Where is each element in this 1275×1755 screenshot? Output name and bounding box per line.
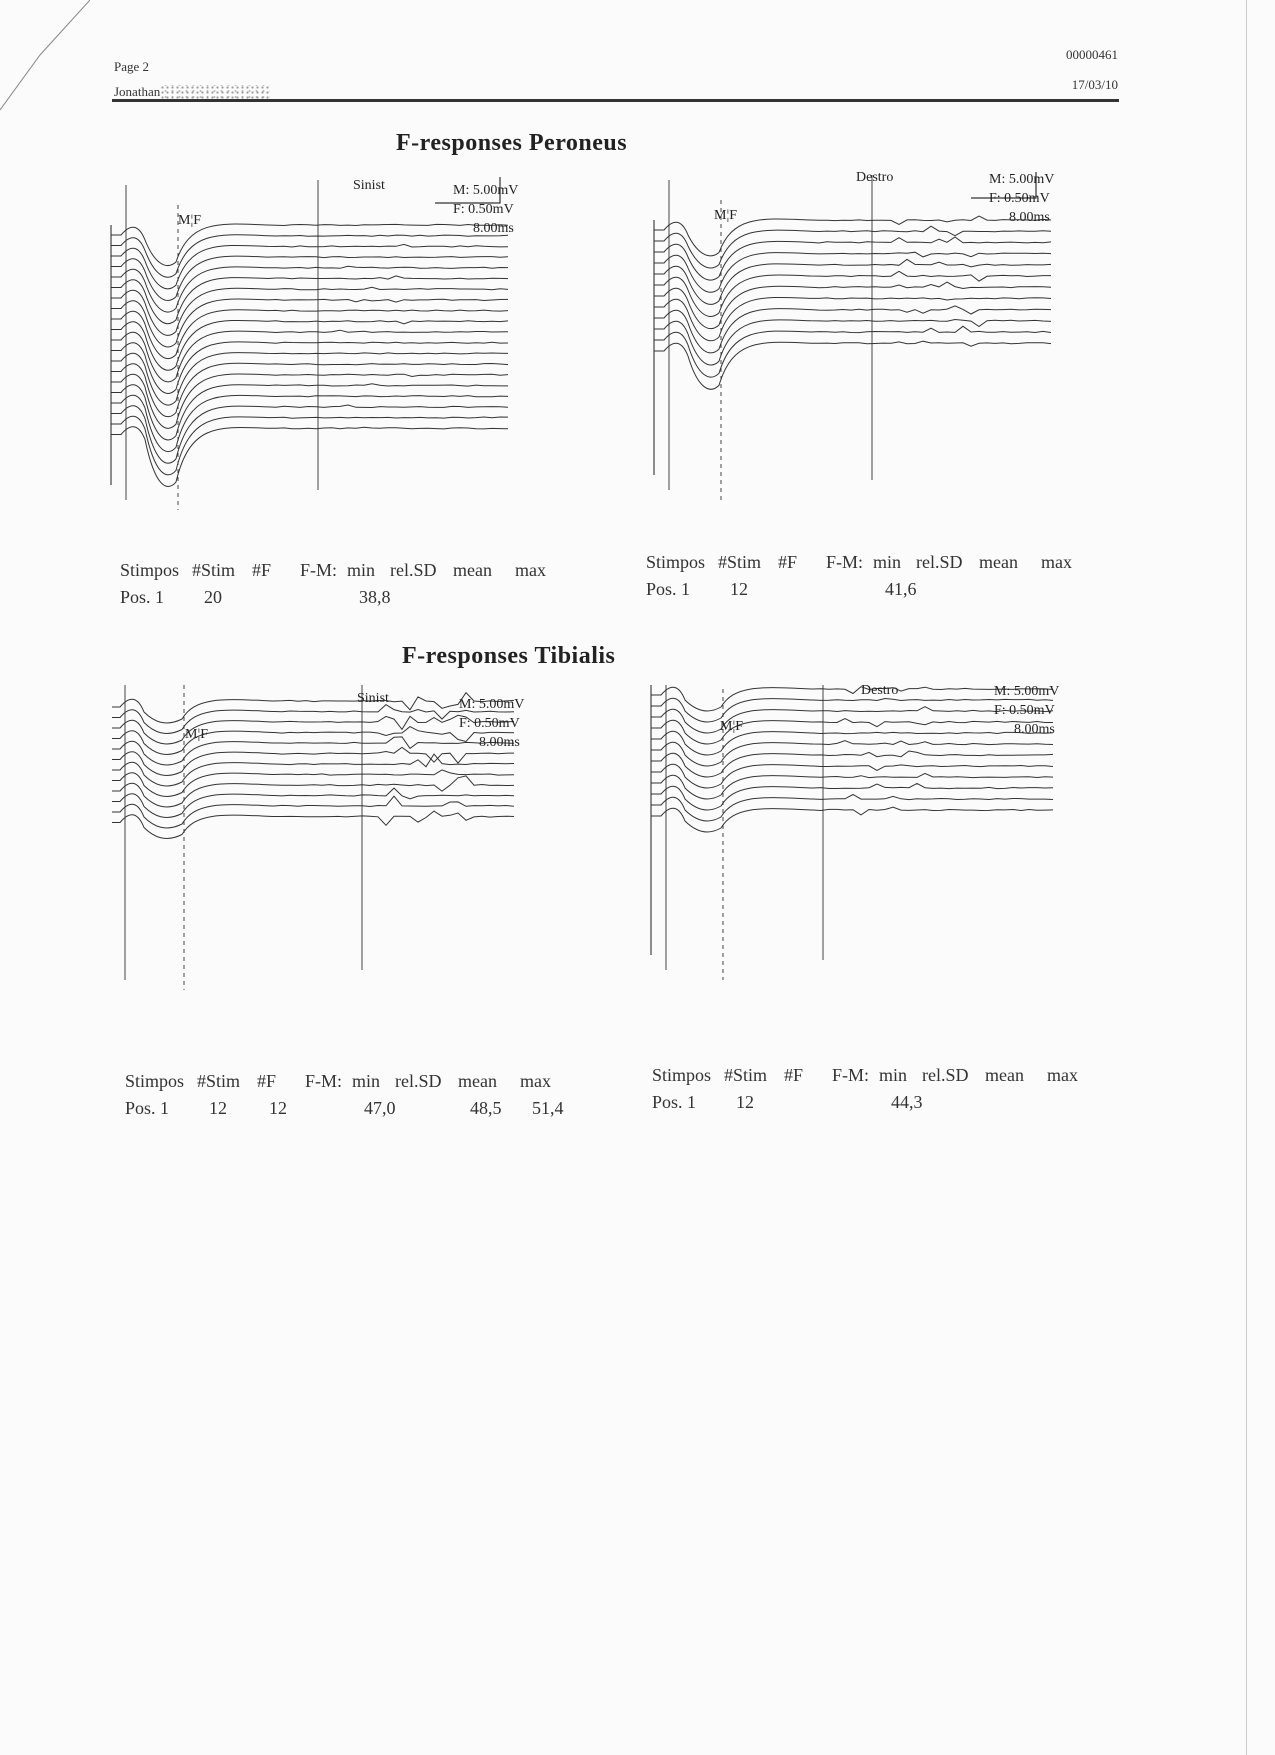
panel-tibialis-sinist — [112, 685, 612, 1155]
stats-header-cell: F-M: — [832, 1065, 870, 1085]
stats-header-cell: max — [515, 560, 546, 580]
stats-header-cell: Stimpos — [120, 560, 180, 580]
f-wave-trace — [111, 224, 508, 265]
scale-m: M: 5.00mV — [994, 684, 1060, 699]
f-wave-trace — [111, 244, 508, 288]
panel-peroneus-destro — [644, 165, 1144, 635]
stats-header-row — [652, 1065, 1132, 1092]
stats-value-cell: 44,3 — [891, 1092, 923, 1112]
scale-f: F: 0.50mV — [459, 716, 520, 731]
stats-value-cell: 12 — [269, 1098, 287, 1118]
scale-f: F: 0.50mV — [989, 191, 1050, 206]
stats-value-cell: Pos. 1 — [120, 587, 165, 607]
stats-header-cell: min — [352, 1071, 381, 1091]
stats-header-cell: #Stim — [197, 1071, 241, 1091]
stats-header-cell: mean — [979, 552, 1018, 572]
f-wave-trace — [111, 427, 508, 487]
stats-table — [120, 560, 600, 614]
stats-table — [125, 1071, 605, 1125]
section-title-peroneus: F-responses Peroneus — [396, 130, 628, 156]
m-f-marker: M¦F — [178, 213, 202, 228]
scale-time: 8.00ms — [1009, 210, 1050, 225]
stats-header-cell: mean — [458, 1071, 497, 1091]
scale-box — [989, 170, 1054, 227]
panel-tibialis-destro — [648, 685, 1148, 1155]
stats-value-cell: Pos. 1 — [646, 579, 691, 599]
f-wave-trace — [112, 705, 514, 734]
f-wave-trace — [651, 719, 1053, 744]
stats-header-cell: #F — [784, 1065, 804, 1085]
stats-header-cell: F-M: — [300, 560, 338, 580]
header-rule — [112, 99, 1119, 102]
scale-f: F: 0.50mV — [994, 703, 1055, 718]
m-f-marker: M¦F — [185, 727, 209, 742]
page-fold-mark — [0, 0, 90, 120]
f-wave-trace — [111, 405, 508, 463]
stats-header-cell: F-M: — [305, 1071, 343, 1091]
side-label: Destro — [861, 683, 899, 698]
scale-time: 8.00ms — [473, 221, 514, 236]
stats-value-row — [125, 1098, 605, 1125]
stats-header-row — [125, 1071, 605, 1098]
stats-header-cell: rel.SD — [395, 1071, 442, 1091]
f-wave-trace — [651, 741, 1053, 766]
f-wave-trace — [111, 363, 508, 416]
stats-value-cell: 20 — [204, 587, 222, 607]
scale-m: M: 5.00mV — [453, 183, 519, 198]
f-wave-trace — [654, 226, 1051, 268]
side-label: Sinist — [353, 178, 385, 193]
stats-header-cell: #Stim — [718, 552, 762, 572]
stats-header-cell: #F — [257, 1071, 277, 1091]
f-wave-trace — [654, 341, 1051, 389]
f-wave-trace — [111, 266, 508, 312]
stats-value-cell: 38,8 — [359, 587, 391, 607]
stats-value-cell: 12 — [730, 579, 748, 599]
f-wave-trace — [654, 306, 1051, 353]
stats-header-cell: mean — [985, 1065, 1024, 1085]
f-wave-trace — [112, 715, 514, 744]
panel-peroneus-sinist — [108, 165, 608, 635]
stats-value-cell: Pos. 1 — [652, 1092, 697, 1112]
f-wave-trace — [111, 330, 508, 382]
page-edge — [1246, 0, 1247, 1755]
stats-header-cell: #Stim — [724, 1065, 768, 1085]
stats-header-cell: min — [879, 1065, 908, 1085]
scale-box — [994, 682, 1059, 739]
scale-time: 8.00ms — [479, 735, 520, 750]
f-wave-trace — [111, 235, 508, 277]
stats-value-cell: 47,0 — [364, 1098, 396, 1118]
stats-header-row — [646, 552, 1126, 579]
stats-value-cell: 41,6 — [885, 579, 917, 599]
stats-value-cell: 51,4 — [532, 1098, 564, 1118]
f-wave-trace — [651, 807, 1053, 832]
f-wave-trace — [651, 764, 1053, 788]
stats-value-row — [652, 1092, 1132, 1119]
stats-value-cell: Pos. 1 — [125, 1098, 170, 1118]
f-wave-trace — [112, 693, 514, 723]
f-wave-trace — [111, 374, 508, 428]
stats-value-cell: 12 — [209, 1098, 227, 1118]
stats-header-cell: max — [1041, 552, 1072, 572]
stats-table — [646, 552, 1126, 606]
stats-header-cell: rel.SD — [390, 560, 437, 580]
f-wave-trace — [112, 747, 514, 775]
scale-f: F: 0.50mV — [453, 202, 514, 217]
f-wave-trace — [112, 811, 514, 838]
scale-time: 8.00ms — [1014, 722, 1055, 737]
f-wave-trace — [112, 737, 514, 765]
stats-header-cell: max — [520, 1071, 551, 1091]
trace-plot — [648, 685, 1148, 1045]
patient-first-name: Jonathan — [114, 84, 161, 99]
f-wave-trace — [111, 384, 508, 440]
f-wave-trace — [112, 796, 514, 828]
scale-box — [459, 695, 524, 752]
stats-value-row — [646, 579, 1126, 606]
side-label: Sinist — [357, 691, 389, 706]
stats-header-cell: Stimpos — [125, 1071, 185, 1091]
f-wave-trace — [651, 687, 1053, 711]
header-left — [114, 54, 270, 104]
stats-header-cell: #F — [778, 552, 798, 572]
stats-header-cell: min — [347, 560, 376, 580]
f-wave-trace — [654, 320, 1051, 365]
stats-header-row — [120, 560, 600, 587]
page-number: Page 2 — [114, 59, 150, 74]
stats-value-cell: 12 — [736, 1092, 754, 1112]
stats-header-cell: #F — [252, 560, 272, 580]
f-wave-trace — [651, 698, 1053, 722]
section-title-tibialis: F-responses Tibialis — [402, 643, 616, 669]
stats-header-cell: rel.SD — [916, 552, 963, 572]
f-wave-trace — [112, 770, 514, 797]
side-label: Destro — [856, 170, 894, 185]
stats-header-cell: F-M: — [826, 552, 864, 572]
scale-m: M: 5.00mV — [459, 697, 525, 712]
stats-value-row — [120, 587, 600, 614]
scale-box — [453, 181, 518, 238]
f-wave-trace — [654, 282, 1051, 328]
f-wave-trace — [654, 237, 1051, 280]
f-wave-trace — [112, 788, 514, 817]
stats-header-cell: mean — [453, 560, 492, 580]
f-wave-trace — [111, 320, 508, 370]
stats-header-cell: max — [1047, 1065, 1078, 1085]
stats-table — [652, 1065, 1132, 1119]
stats-header-cell: Stimpos — [646, 552, 706, 572]
m-f-marker: M¦F — [720, 719, 744, 734]
f-wave-trace — [111, 310, 508, 359]
report-date: 17/03/10 — [1071, 77, 1118, 92]
stats-header-cell: rel.SD — [922, 1065, 969, 1085]
f-wave-trace — [654, 326, 1051, 377]
m-f-marker: M¦F — [714, 208, 738, 223]
f-wave-trace — [112, 727, 514, 755]
f-wave-trace — [654, 252, 1051, 292]
stats-header-cell: #Stim — [192, 560, 236, 580]
stats-header-cell: min — [873, 552, 902, 572]
f-wave-trace — [111, 416, 508, 475]
stats-value-cell: 48,5 — [470, 1098, 502, 1118]
f-wave-trace — [111, 353, 508, 406]
f-wave-trace — [111, 395, 508, 451]
stats-header-cell: Stimpos — [652, 1065, 712, 1085]
header-right — [1066, 40, 1118, 100]
scale-m: M: 5.00mV — [989, 172, 1055, 187]
record-id: 00000461 — [1066, 47, 1118, 62]
